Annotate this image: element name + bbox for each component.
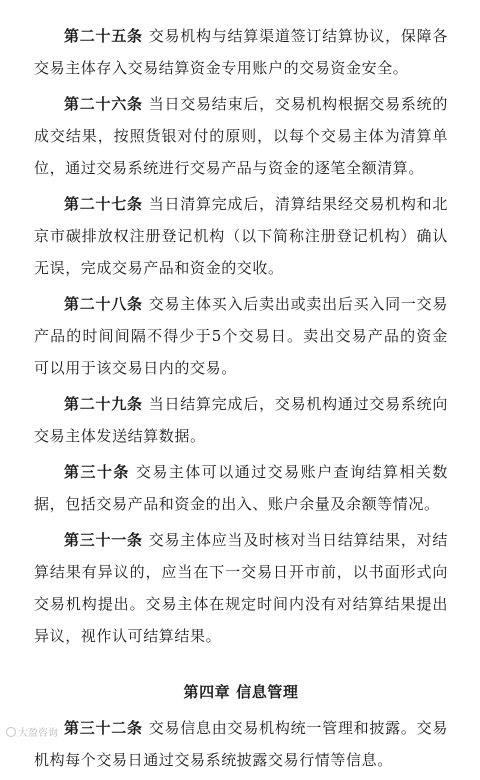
article-text: 交易主体可以通过交易账户查询结算相关数据，包括交易产品和资金的出入、账户余量及余额等情况。 (34, 463, 448, 513)
article-number: 第三十一条 (64, 531, 143, 549)
watermark-text: 大盈咨询 (18, 728, 58, 739)
chapter-heading: 第四章 信息管理 (183, 683, 299, 701)
watermark-logo-icon (6, 727, 16, 737)
article-text: 交易信息由交易机构统一管理和披露。交易机构每个交易日通过交易系统披露交易行情等信息。 (34, 719, 448, 769)
article-number: 第二十九条 (64, 395, 143, 413)
article-number: 第二十七条 (64, 195, 143, 213)
article-text: 当日清算完成后，清算结果经交易机构和北京市碳排放权注册登记机构（以下简称注册登记机构）确认无误，完成交易产品和资金的交收。 (34, 195, 448, 277)
article-number: 第三十条 (64, 463, 130, 481)
article-27 (34, 188, 448, 284)
article-30 (34, 456, 448, 520)
article-number: 第二十五条 (64, 27, 143, 45)
article-number: 第二十八条 (64, 295, 143, 313)
article-number: 第二十六条 (64, 95, 143, 113)
article-number: 第三十二条 (64, 719, 143, 737)
article-text: 交易机构与结算渠道签订结算协议，保障各交易主体存入交易结算资金专用账户的交易资金安全。 (34, 27, 448, 77)
article-29 (34, 388, 448, 452)
article-text: 交易主体买入后卖出或卖出后买入同一交易产品的时间间隔不得少于5个交易日。卖出交易产品的资金可以用于该交易日内的交易。 (34, 295, 448, 377)
article-text: 交易主体应当及时核对当日结算结果，对结算结果有异议的，应当在下一交易日开市前，以书面形式向交易机构提出。交易主体在规定时间内没有对结算结果提出异议，视作认可结算结果。 (34, 531, 448, 645)
watermark (6, 724, 58, 739)
article-text: 当日结算完成后，交易机构通过交易系统向交易主体发送结算数据。 (34, 395, 448, 445)
article-26 (34, 88, 448, 184)
document-page (34, 20, 448, 780)
article-28 (34, 288, 448, 384)
article-32 (34, 712, 448, 776)
article-text: 当日交易结束后，交易机构根据交易系统的成交结果，按照货银对付的原则，以每个交易主体为清算单位，通过交易系统进行交易产品与资金的逐笔全额清算。 (34, 95, 448, 177)
article-25 (34, 20, 448, 84)
article-31 (34, 524, 448, 652)
